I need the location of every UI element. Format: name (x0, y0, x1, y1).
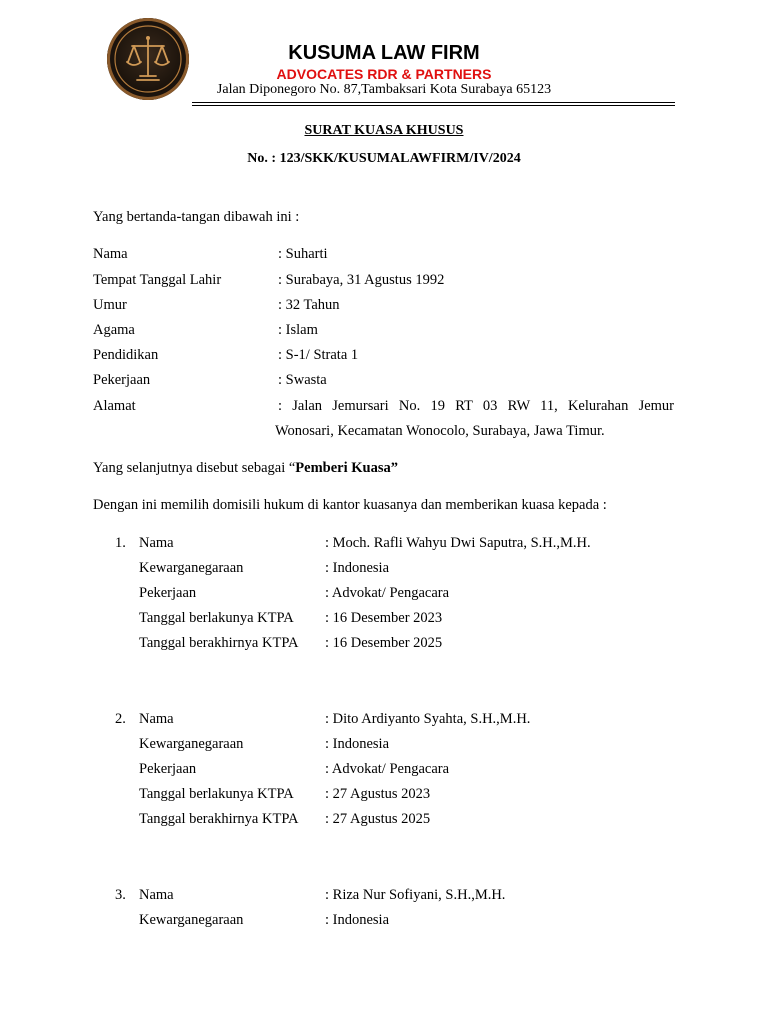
domicile-text: Dengan ini memilih domisili hukum di kantor kuasanya dan memberikan kuasa kepada : (93, 497, 607, 513)
intro-text: Yang bertanda-tangan dibawah ini : (93, 209, 300, 225)
field-value: : Advokat/ Pengacara (325, 761, 450, 777)
field-value: : Swasta (278, 372, 327, 388)
field-value: : Indonesia (325, 912, 390, 928)
field-label: Agama (93, 322, 135, 338)
grantor-note-text: Yang selanjutnya disebut sebagai “ (93, 460, 296, 476)
field-value: : 16 Desember 2025 (325, 635, 443, 651)
field-value: : 27 Agustus 2023 (325, 786, 431, 802)
field-label: Nama (93, 246, 128, 262)
field-value: : Dito Ardiyanto Syahta, S.H.,M.H. (325, 711, 531, 727)
list-number: 3. (115, 887, 126, 903)
field-value: : 32 Tahun (278, 297, 340, 313)
field-label: Nama (139, 535, 174, 551)
field-value: : 27 Agustus 2025 (325, 811, 431, 827)
list-number: 2. (115, 711, 126, 727)
firm-name: KUSUMA LAW FIRM (288, 42, 480, 64)
field-label: Tanggal berakhirnya KTPA (139, 811, 299, 827)
field-label: Tanggal berlakunya KTPA (139, 610, 294, 626)
list-number: 1. (115, 535, 126, 551)
field-label: Nama (139, 711, 174, 727)
address-label: Alamat (93, 398, 136, 414)
attorney-block-3 (0, 887, 768, 937)
attorney-block-1 (0, 535, 768, 665)
field-value: : Surabaya, 31 Agustus 1992 (278, 272, 445, 288)
field-value: : 16 Desember 2023 (325, 610, 443, 626)
firm-subtitle: ADVOCATES RDR & PARTNERS (276, 66, 492, 82)
field-value: : S-1/ Strata 1 (278, 347, 359, 363)
field-label: Tanggal berakhirnya KTPA (139, 635, 299, 651)
field-value: : Riza Nur Sofiyani, S.H.,M.H. (325, 887, 506, 903)
field-label: Pekerjaan (139, 585, 197, 601)
field-value: : Moch. Rafli Wahyu Dwi Saputra, S.H.,M.H. (325, 535, 591, 551)
document-title: SURAT KUASA KHUSUS (304, 123, 464, 138)
field-value: : Indonesia (325, 560, 390, 576)
field-value: : Islam (278, 322, 318, 338)
attorney-block-2 (0, 711, 768, 841)
field-label: Tanggal berlakunya KTPA (139, 786, 294, 802)
field-label: Pekerjaan (139, 761, 197, 777)
address-line-2: Wonosari, Kecamatan Wonocolo, Surabaya, Jawa Timur. (275, 423, 605, 439)
grantor-note-bold: Pemberi Kuasa” (295, 460, 398, 476)
field-label: Tempat Tanggal Lahir (93, 272, 222, 288)
field-label: Pendidikan (93, 347, 159, 363)
field-label: Kewarganegaraan (139, 736, 244, 752)
address-line-1: : Jalan Jemursari No. 19 RT 03 RW 11, Kelurahan Jemur (278, 398, 674, 414)
field-value: : Suharti (278, 246, 328, 262)
field-label: Pekerjaan (93, 372, 151, 388)
scales-of-justice-icon (107, 18, 189, 100)
field-label: Kewarganegaraan (139, 912, 244, 928)
field-label: Nama (139, 887, 174, 903)
field-value: : Advokat/ Pengacara (325, 585, 450, 601)
field-label: Kewarganegaraan (139, 560, 244, 576)
header-rule-bottom (192, 105, 675, 106)
firm-address: Jalan Diponegoro No. 87,Tambaksari Kota Surabaya 65123 (216, 82, 552, 97)
grantor-note (93, 460, 398, 477)
document-number: No. : 123/SKK/KUSUMALAWFIRM/IV/2024 (247, 151, 521, 166)
field-value: : Indonesia (325, 736, 390, 752)
field-label: Umur (93, 297, 127, 313)
header-rule-top (192, 102, 675, 103)
